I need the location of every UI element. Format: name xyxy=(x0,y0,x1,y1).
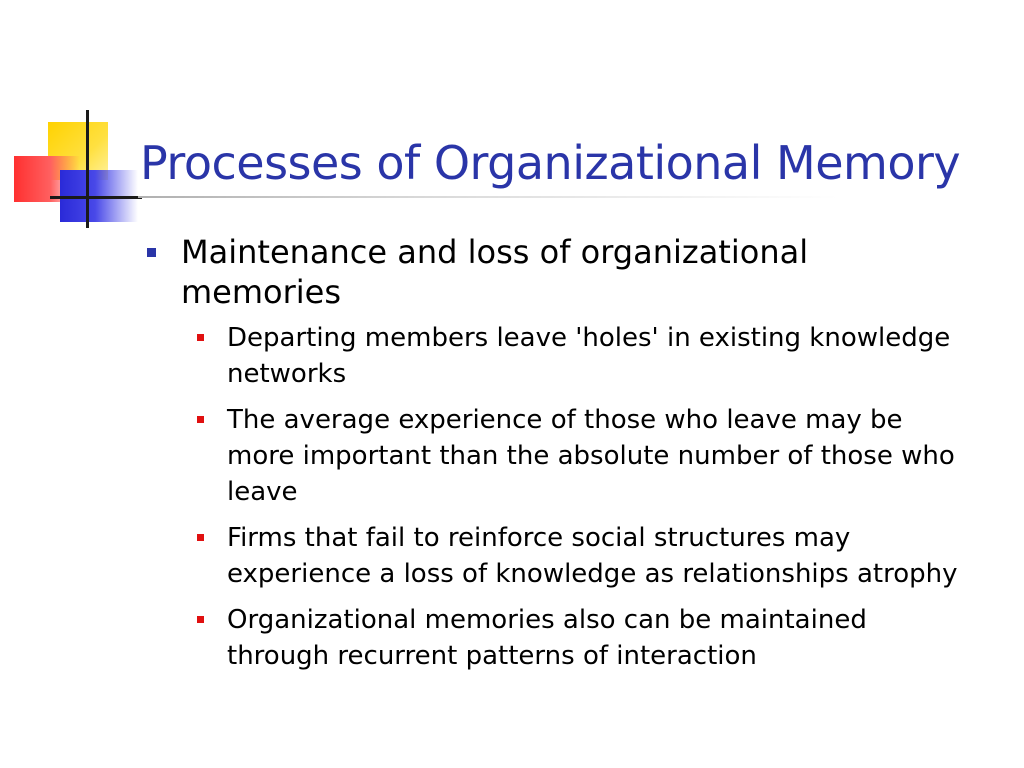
bullet-square-icon xyxy=(147,248,156,257)
bullet-level2-text: Firms that fail to reinforce social structures may experience a loss of knowledge as relationships atrophy xyxy=(227,523,958,589)
bullet-square-icon xyxy=(197,334,204,341)
bullet-square-icon xyxy=(197,416,204,423)
title-underline xyxy=(138,196,838,198)
horizontal-line xyxy=(50,196,142,199)
bullet-square-icon xyxy=(197,616,204,623)
bullet-level1-text: Maintenance and loss of organizational memories xyxy=(181,233,809,311)
bullet-level2 xyxy=(227,520,975,592)
bullet-level2-text: The average experience of those who leave may be more important than the absolute number of those who leave xyxy=(227,405,955,507)
bullet-level2 xyxy=(227,320,975,392)
bullet-level2-text: Departing members leave 'holes' in existing knowledge networks xyxy=(227,323,951,389)
slide-body xyxy=(145,232,975,684)
slide-title: Processes of Organizational Memory xyxy=(140,136,961,190)
bullet-level2 xyxy=(227,402,975,510)
decorative-logo xyxy=(0,100,150,240)
bullet-level2-text: Organizational memories also can be maintained through recurrent patterns of interaction xyxy=(227,605,867,671)
bullet-level1 xyxy=(145,232,975,312)
bullet-level2 xyxy=(227,602,975,674)
sub-bullet-list xyxy=(145,320,975,674)
vertical-line xyxy=(86,110,89,228)
bullet-square-icon xyxy=(197,534,204,541)
